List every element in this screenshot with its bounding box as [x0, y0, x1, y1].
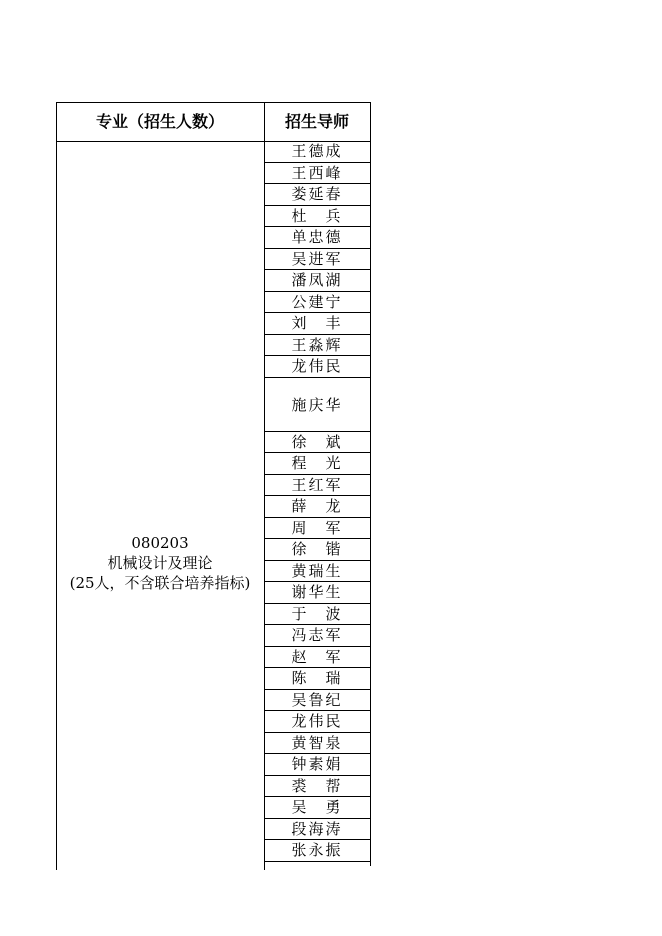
advisor-row [264, 819, 370, 841]
left-border [56, 102, 57, 870]
advisor-name: 刘 丰 [291, 314, 343, 332]
advisor-name: 龙伟民 [291, 712, 343, 730]
advisor-name: 龙伟民 [291, 357, 343, 375]
advisor-row [264, 840, 370, 862]
advisor-name: 段海涛 [291, 819, 343, 838]
header-major: 专业（招生人数） [95, 112, 224, 131]
advisor-name: 潘凤湖 [291, 271, 343, 289]
advisor-name: 黄智泉 [291, 733, 343, 752]
advisor-row [264, 518, 370, 540]
advisor-name: 赵 军 [291, 647, 343, 666]
advisor-row [264, 184, 370, 206]
right-border [370, 102, 371, 866]
advisor-row [264, 270, 370, 292]
advisor-name: 程 光 [291, 454, 343, 472]
advisor-row [264, 668, 370, 690]
advisor-list [264, 141, 370, 862]
advisor-name: 黄瑞生 [291, 561, 343, 580]
advisor-row [264, 313, 370, 335]
advisor-name: 公建宁 [291, 292, 343, 311]
advisor-row [264, 496, 370, 518]
advisor-name: 张永振 [291, 841, 343, 859]
advisor-name: 吴进军 [291, 249, 343, 268]
advisor-row [264, 539, 370, 561]
advisor-name: 吴鲁纪 [291, 690, 343, 709]
advisor-row [264, 582, 370, 604]
advisor-name: 王淼辉 [291, 335, 343, 354]
advisor-name: 王西峰 [291, 163, 343, 182]
advisor-row [264, 625, 370, 647]
advisor-name: 钟素娟 [291, 755, 343, 773]
advisor-name: 于 波 [291, 604, 343, 623]
advisor-row [264, 776, 370, 798]
major-name: 机械设计及理论 [107, 554, 213, 572]
advisor-row [264, 453, 370, 475]
advisor-row [264, 475, 370, 497]
advisor-row [264, 292, 370, 314]
advisor-name: 冯志军 [291, 626, 343, 644]
advisor-row [264, 754, 370, 776]
advisor-name: 裘 帮 [291, 776, 343, 795]
advisor-row [264, 647, 370, 669]
advisor-row [264, 690, 370, 712]
advisor-row [264, 711, 370, 733]
advisor-name: 王德成 [291, 142, 343, 160]
advisor-row [264, 163, 370, 185]
advisor-row [264, 378, 370, 432]
advisor-name: 杜 兵 [291, 206, 343, 225]
header-advisor: 招生导师 [284, 112, 349, 131]
advisor-row [264, 227, 370, 249]
advisor-row [264, 604, 370, 626]
advisor-row [264, 432, 370, 454]
major-note: (25人，不含联合培养指标) [69, 574, 251, 592]
advisor-row [264, 561, 370, 583]
advisor-row [264, 206, 370, 228]
advisor-name: 薛 龙 [291, 497, 343, 515]
advisor-row [264, 733, 370, 755]
advisor-row [264, 141, 370, 163]
advisor-row [264, 249, 370, 271]
advisor-name: 徐 锴 [291, 540, 343, 558]
advisor-name: 王红军 [291, 475, 343, 494]
advisor-row [264, 356, 370, 378]
advisor-row [264, 335, 370, 357]
advisor-name: 吴 勇 [291, 798, 343, 816]
advisor-name: 徐 斌 [291, 432, 343, 451]
advisor-name: 陈 瑞 [291, 669, 343, 687]
advisor-name: 周 军 [291, 518, 343, 537]
advisor-name: 单忠德 [291, 228, 343, 246]
major-cell [56, 533, 264, 593]
major-code: 080203 [131, 534, 189, 552]
advisor-row [264, 797, 370, 819]
advisor-name: 娄延春 [291, 185, 343, 203]
advisor-name: 施庆华 [291, 395, 343, 414]
advisor-name: 谢华生 [291, 583, 343, 601]
